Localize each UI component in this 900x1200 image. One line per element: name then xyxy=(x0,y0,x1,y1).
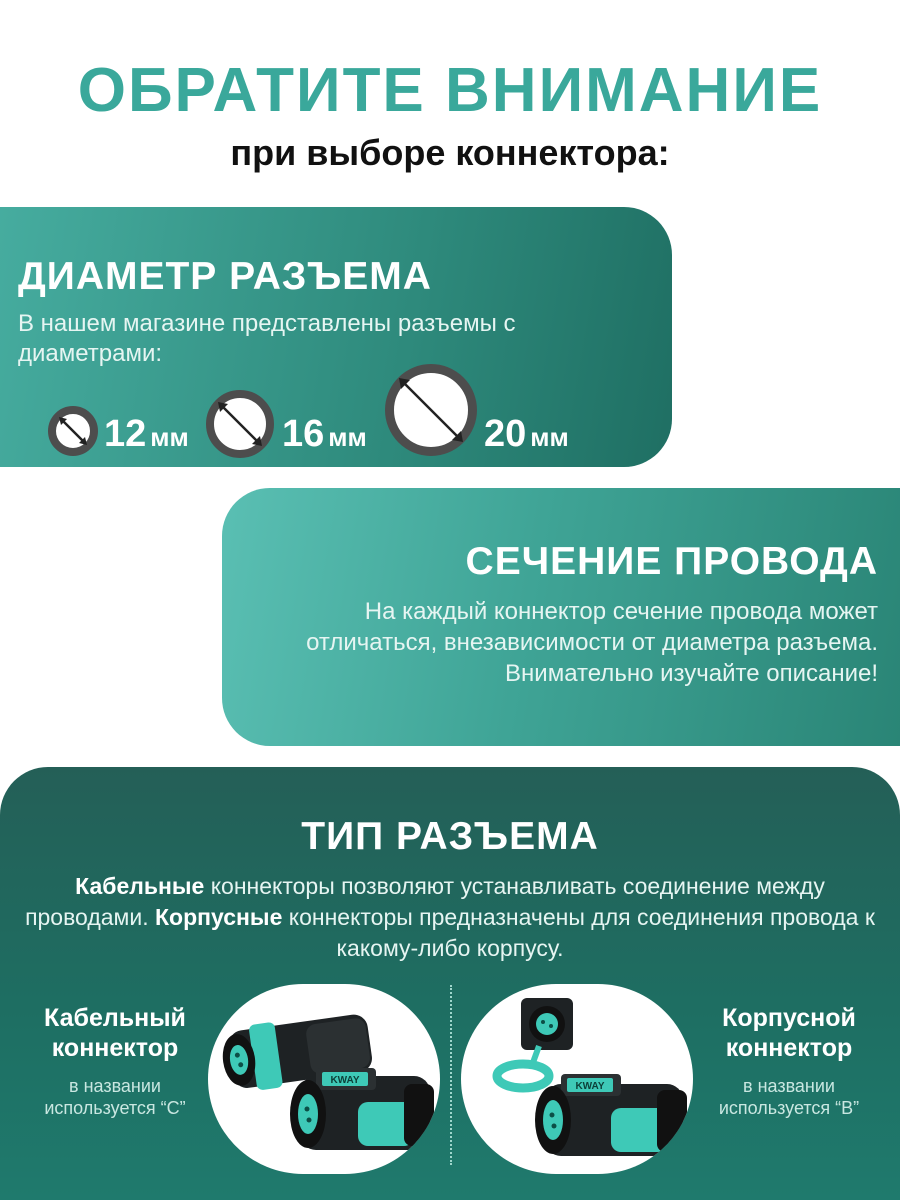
cable-connector-note: в названии используется “С” xyxy=(44,1076,186,1118)
type-panel xyxy=(0,767,900,1200)
panel-connector-note: в названии используется “В” xyxy=(718,1076,860,1118)
diameter-16-label: 16 мм xyxy=(282,413,367,455)
page-title: ОБРАТИТЕ ВНИМАНИЕ xyxy=(77,56,823,125)
page-subtitle: при выборе коннектора: xyxy=(230,132,670,173)
wire-title: СЕЧЕНИЕ ПРОВОДА xyxy=(465,540,878,583)
panel-connector-image xyxy=(461,984,693,1174)
panel-connector-title: Корпусной коннектор xyxy=(722,1004,856,1062)
cable-connector-image xyxy=(208,984,440,1174)
type-text: Кабельные коннекторы позволяют устанавливать соединение между проводами. Корпусные коннекторы предназначены для соединения провода к какому-либо корпусу. xyxy=(25,873,875,961)
wire-text: На каждый коннектор сечение провода может отличаться, внезависимости от диаметра разъема. Внимательно изучайте описание! xyxy=(306,598,878,687)
diameter-panel xyxy=(0,207,672,467)
type-divider xyxy=(450,985,452,1165)
diameter-20-label: 20 мм xyxy=(484,413,569,455)
diameter-12-label: 12 мм xyxy=(104,413,189,455)
cable-connector-title: Кабельный коннектор xyxy=(44,1004,186,1062)
brand-label: KWAY xyxy=(330,1075,360,1086)
diameter-20-icon xyxy=(385,364,477,456)
diameter-text: В нашем магазине представлены разъемы с диаметрами: xyxy=(18,310,516,367)
diameter-16-icon xyxy=(206,390,274,458)
wire-panel xyxy=(222,488,900,746)
brand-label: KWAY xyxy=(575,1081,605,1092)
diameter-title: ДИАМЕТР РАЗЪЕМА xyxy=(18,255,432,298)
diameter-12-icon xyxy=(48,406,98,456)
type-title: ТИП РАЗЪЕМА xyxy=(301,815,599,858)
